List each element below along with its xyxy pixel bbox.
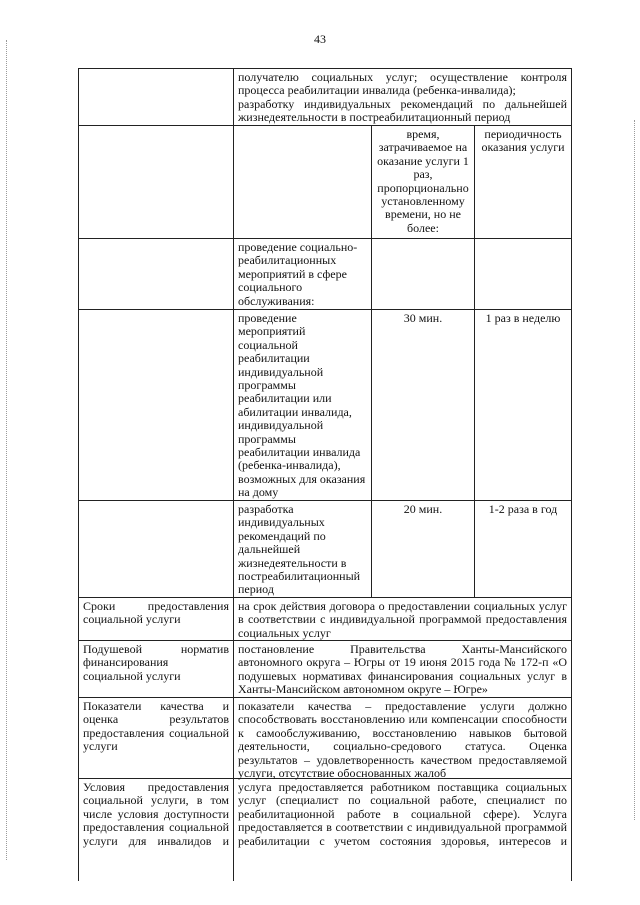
subtable-row — [79, 501, 571, 598]
page-number: 43 — [314, 32, 326, 46]
text-line: жизнедеятельности в постреабилитационный период — [238, 110, 511, 125]
activity-periodicity: 1 раз в неделю — [485, 311, 561, 325]
text-line: получателю социальных услуг; осуществление контроля — [238, 70, 567, 84]
subtable-header-row — [79, 126, 571, 239]
text-line: процесса реабилитации инвалида (ребенка-инвалида); — [238, 83, 516, 98]
activity-name: проведение мероприятий социальной реабилитации индивидуальной программы реабилитации или абилитации инвалида, индивидуальной программы реабилитации инвалида (ребенка-инвалида), возможных для оказания на дому — [234, 310, 372, 500]
service-table — [78, 68, 572, 881]
table-row — [79, 598, 571, 641]
activity-name: разработка индивидуальных рекомендаций по дальнейшей жизнедеятельности в постреабилитационный период — [234, 501, 372, 597]
empty-label-cell — [79, 310, 234, 500]
activity-time: 20 мин. — [372, 501, 475, 597]
top-text-cell — [234, 69, 571, 125]
subtable-section-row — [79, 239, 571, 310]
row-label: Условия предоставления социальной услуги, в том числе условия доступности предоставления социальной услуги для инвалидов и — [79, 779, 234, 881]
empty-time-cell — [372, 239, 475, 309]
header-periodicity: периодичность оказания услуги — [481, 127, 565, 155]
section-title: проведение социально-реабилитационных мероприятий в сфере социального обслуживания: — [234, 239, 372, 309]
empty-header-cell — [234, 126, 372, 238]
empty-label-cell — [79, 501, 234, 597]
table-row — [79, 779, 571, 881]
table-row — [79, 69, 571, 126]
subtable-row — [79, 310, 571, 501]
table-row — [79, 641, 571, 698]
scan-margin-line-right — [634, 120, 636, 820]
empty-label-cell — [79, 69, 234, 125]
text-line: разработку индивидуальных рекомендаций по дальнейшей — [238, 96, 567, 111]
row-label: Показатели качества и оценка результатов предоставления социальной услуги — [79, 698, 234, 778]
empty-label-cell — [79, 126, 234, 238]
row-value: показатели качества – предоставление услуги должно способствовать восстановлению или компенсации способности к самообслуживанию, восстановлению навыков бытовой деятельности, социально-средового статуса. Оценка результатов – удовлетворенность качеством предоставляемой услуги, отсутствие обоснованных жалоб — [238, 699, 567, 781]
table-row — [79, 698, 571, 779]
empty-periodicity-cell — [475, 239, 571, 309]
activity-periodicity: 1-2 раза в год — [488, 502, 558, 516]
activity-time: 30 мин. — [372, 310, 475, 500]
header-time: время, затрачиваемое на оказание услуги 1 раз, пропорционально установленному времени, но не более: — [372, 126, 475, 238]
scan-margin-line — [6, 40, 8, 860]
row-value: на срок действия договора о предоставлении социальных услуг в соответствии с индивидуальной программой предоставления социальных услуг — [238, 599, 567, 640]
row-label: Сроки предоставления социальной услуги — [79, 598, 234, 640]
row-value: услуга предоставляется работником поставщика социальных услуг (специалист по социальной работе, специалист по реабилитационной работе в социальной сфере). Услуга предоставляется в соответствии с индивидуальной программой реабилитации с учетом состояния здоровья, интересов и — [238, 780, 567, 848]
row-label: Подушевой норматив финансирования социальной услуги — [79, 641, 234, 697]
empty-label-cell — [79, 239, 234, 309]
row-value: постановление Правительства Ханты-Мансийского автономного округа – Югры от 19 июня 2015 года № 172-п «О подушевых нормативах финансирования социальных услуг в Ханты-Мансийском автономном округе – Югре» — [238, 642, 567, 697]
